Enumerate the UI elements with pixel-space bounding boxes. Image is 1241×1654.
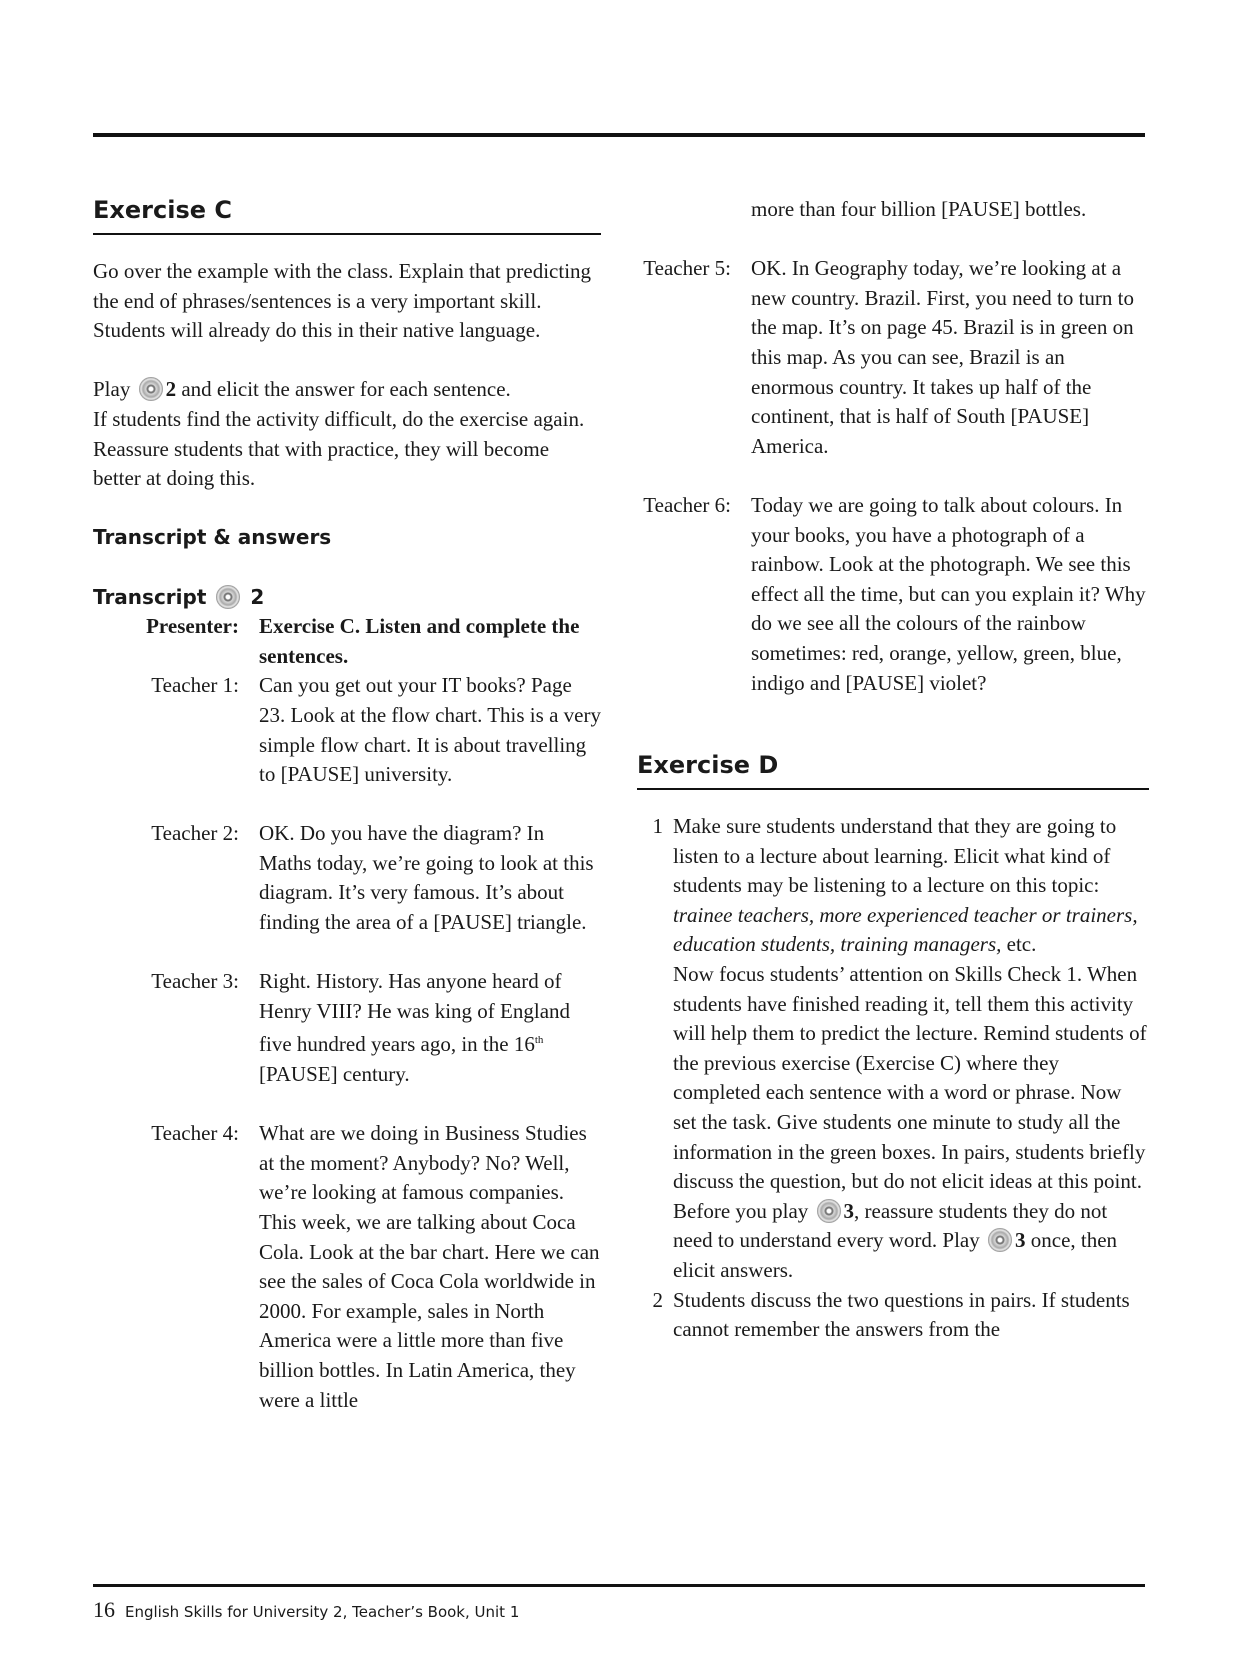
cd-audio-icon	[139, 377, 163, 401]
speaker-text-part: [PAUSE] century.	[259, 1062, 410, 1087]
page-footer	[93, 1597, 519, 1623]
transcript-row-teacher-4-continued	[637, 195, 1149, 225]
item-body	[673, 812, 1149, 1286]
transcript-answers-heading: Transcript & answers	[93, 525, 332, 550]
transcript-row-teacher-4	[93, 1119, 601, 1415]
item-text: Now focus students’ attention on Skills Check 1. When students have finished reading it, tell them this activity will help them to predict the lecture. Remind students of the previous exercise (Exercise C) where they completed each sentence with a word or phrase. Now set the task. Give students one minute to study all the information in the green boxes. In pairs, students briefly discuss the question, but do not elicit ideas at this point. Before you play	[673, 962, 1147, 1223]
item-text: once, then elicit answers.	[673, 1228, 1118, 1282]
speaker-label-blank	[637, 195, 751, 225]
difficulty-text: If students find the activity difficult, do the exercise again. Reassure students that with practice, they will become better at doing this.	[93, 406, 585, 491]
speaker-text: Can you get out your IT books? Page 23. Look at the flow chart. This is a very simple flow chart. It is about travelling to [PAUSE] university.	[259, 673, 601, 787]
speaker-text	[259, 967, 601, 1089]
cd-audio-icon	[817, 1199, 841, 1223]
speaker-label: Teacher 4:	[151, 1121, 239, 1146]
play-text: Play	[93, 377, 131, 402]
transcript-heading	[93, 583, 601, 613]
transcript-track-number: 2	[250, 584, 265, 609]
speaker-text: Today we are going to talk about colours. In your books, you have a photograph of a rainbow. Look at the photograph. We see this effect all the time, but can you explain it? Why do we see all the colours of the rainbow sometimes: red, orange, yellow, green, blue, indigo and [PAUSE] violet?	[751, 492, 1146, 695]
item-text: , reassure students they do not need to understand every word. Play	[673, 1198, 1108, 1253]
exercise-c-paragraph-1: Go over the example with the class. Explain that predicting the end of phrases/sentences is a very important skill. Students will already do this in their native language.	[93, 259, 592, 343]
item-text: Make sure students understand that they are going to listen to a lecture about learning. Elicit what kind of students may be listening to a lecture on this topic:	[673, 814, 1117, 898]
exercise-c-heading: Exercise C	[93, 195, 601, 235]
speaker-text: What are we doing in Business Studies at the moment? Anybody? No? Well, we’re looking at famous companies. This week, we are talking about Coca Cola. Look at the bar chart. Here we can see the sales of Coca Cola worldwide in 2000. For example, sales in North America were a little more than five billion bottles. In Latin America, they were a little	[259, 1121, 600, 1412]
track-number: 3	[843, 1198, 855, 1223]
elicit-text: and elicit the answer for each sentence.	[181, 377, 511, 402]
speaker-label: Teacher 6:	[643, 492, 731, 517]
top-rule	[93, 133, 1145, 137]
transcript-row-teacher-5	[637, 254, 1149, 461]
exercise-d-heading: Exercise D	[637, 750, 1149, 790]
speaker-text: more than four billion [PAUSE] bottles.	[751, 197, 1087, 221]
speaker-text: OK. Do you have the diagram? In Maths today, we’re going to look at this diagram. It’s very famous. It’s about finding the area of a [PAUSE] triangle.	[259, 821, 594, 935]
book-title: English Skills for University 2, Teacher’s Book, Unit 1	[125, 1603, 520, 1621]
transcript-label: Transcript	[93, 584, 207, 609]
ordinal-suffix: th	[534, 1034, 544, 1047]
bottom-rule	[93, 1584, 1145, 1587]
transcript-row-presenter	[93, 612, 601, 671]
cd-audio-icon	[988, 1228, 1012, 1252]
transcript-row-teacher-3	[93, 967, 601, 1089]
item-body: Students discuss the two questions in pairs. If students cannot remember the answers from the	[673, 1287, 1130, 1342]
track-number: 3	[1015, 1228, 1026, 1253]
transcript-row-teacher-2	[93, 819, 601, 937]
speaker-label: Teacher 3:	[151, 969, 239, 994]
item-italic-text: trainee teachers, more experienced teacher or trainers, education students, training managers,	[673, 902, 1138, 957]
track-number: 2	[165, 377, 177, 402]
item-number: 1	[652, 814, 663, 839]
exercise-d-item-1	[637, 812, 1149, 1286]
transcript-row-teacher-6	[637, 491, 1149, 698]
transcript-row-teacher-1	[93, 671, 601, 789]
right-column	[637, 195, 1149, 1345]
page-number: 16	[93, 1597, 115, 1622]
speaker-label: Teacher 2:	[151, 821, 239, 846]
cd-audio-icon	[216, 585, 240, 609]
speaker-text-part: Right. History. Has anyone heard of Henry VIII? He was king of England five hundred years ago, in the 16	[259, 969, 571, 1057]
speaker-label: Presenter:	[146, 614, 239, 639]
speaker-text: Exercise C. Listen and complete the sentences.	[259, 614, 580, 668]
exercise-d-item-2	[637, 1286, 1149, 1345]
speaker-label: Teacher 5:	[643, 256, 731, 281]
item-text: etc.	[1001, 932, 1037, 957]
exercise-c-paragraph-2	[93, 375, 601, 493]
speaker-text: OK. In Geography today, we’re looking at a new country. Brazil. First, you need to turn to the map. It’s on page 45. Brazil is in green on this map. As you can see, Brazil is an enormous country. It takes up half of the continent, that is half of South [PAUSE] America.	[751, 256, 1134, 458]
item-number: 2	[652, 1287, 663, 1312]
left-column	[93, 195, 601, 1415]
speaker-label: Teacher 1:	[151, 673, 239, 698]
